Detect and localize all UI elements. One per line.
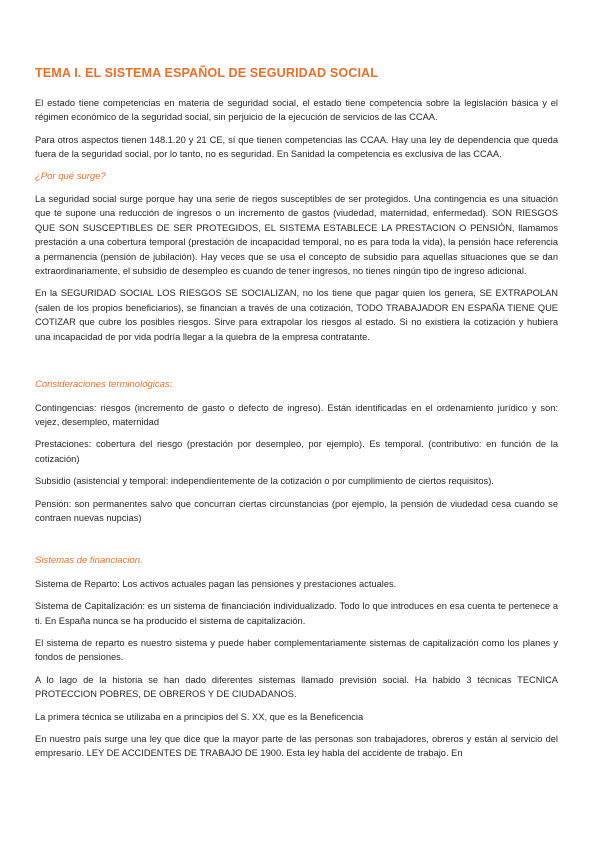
section3-paragraph-complementario: El sistema de reparto es nuestro sistema y puede haber complementariamente sistemas de capitalización como los planes y fondos de pensiones. <box>35 637 558 663</box>
section-heading-sistemas-financiacion: Sistemas de financiacion. <box>35 555 143 567</box>
intro-paragraph-1: El estado tiene competencias en materia de seguridad social, el estado tiene competencia sobre la legislación básica y el régimen económico de la seguridad social, sin perjuicio de la ejecución de servicios de las CCAA. <box>35 98 558 123</box>
section3-paragraph-beneficencia: La primera técnica se utilizaba en a principios del S. XX, que es la Beneficencia <box>35 711 364 722</box>
section3-paragraph-historia: A lo lago de la historia se han dado diferentes sistemas llamado previsión social. Ha habido 3 técnicas TECNICA PROTECCION POBRES, DE OBREROS Y DE CIUDADANOS. <box>35 674 558 700</box>
section2-paragraph-subsidio: Subsidio (asistencial y temporal: independientemente de la cotización o por cumplimiento de ciertos requisitos). <box>35 476 494 487</box>
spacer <box>35 533 558 554</box>
section2-paragraph-contingencias: Contingencias: riesgos (incremento de gasto o defecto de ingreso). Están identificadas en el ordenamiento jurídico y son: vejez, desempleo, maternidad <box>35 402 558 427</box>
section2-paragraph-prestaciones: Prestaciones: cobertura del riesgo (prestación por desempleo, por ejemplo). Es temporal. (contributivo: en función de la cotización) <box>35 439 558 464</box>
section1-paragraph-2: En la SEGURIDAD SOCIAL LOS RIESGOS SE SOCIALIZAN, no los tiene que pagar quien los genera, SE EXTRAPOLAN (salen de los propios beneficiarios), se financian a través de una cotización, TODO TRABAJADOR EN ESPAÑA TIENE QUE COTIZAR que cubre los posibles riesgos. Sirve para extrapolar los riesgos al estado. Si no existiera la cotización y hubiera una incapacidad de por vida podría llegar a la quiebra de la empresa contratante. <box>35 288 558 342</box>
section3-paragraph-reparto: Sistema de Reparto: Los activos actuales pagan las pensiones y prestaciones actuales. <box>35 578 397 589</box>
section1-paragraph-1: La seguridad social surge porque hay una serie de riegos susceptibles de ser protegidos. Una contingencia es una situación que te supone una reducción de ingresos o un incremento de gastos (viudedad, maternidad, enfermedad). SON RIESGOS QUE SON SUSCEPTIBLES DE SER PROTEGIDOS, EL SISTEMA ESTABLECE LA PRESTACION O PENSIÓN, llamamos prestación a una cobertura temporal (prestación de incapacidad temporal, no es para toda la vida), la pensión hace referencia a permanencia (pensión de jubilación). Hay veces que se usa el concepto de subsidio para aquellas situaciones que se dan extraordinariamente, el subsidio de desempleo es cuando de tener ingresos, no tienes ningún tipo de ingreso adicional. <box>35 194 558 277</box>
spacer <box>35 352 558 378</box>
intro-paragraph-2: Para otros aspectos tienen 148.1.20 y 21 CE, sí que tienen competencias las CCAA. Hay una ley de dependencia que queda fuera de la seguridad social, por lo tanto, no es seguridad. En Sanidad la competencia es exclusiva de las CCAA. <box>35 134 558 160</box>
section3-paragraph-ley-accidentes: En nuestro país surge una ley que dice que la mayor parte de las personas son trabajadores, obreros y están al servicio del empresario. LEY DE ACCIDENTES DE TRABAJO DE 1900. Esta ley habla del accidente de trabajo. En <box>35 734 558 759</box>
section2-paragraph-pension: Pensión: son permanentes salvo que concurran ciertas circunstancias (por ejemplo, la pensión de viudedad cesa cuando se contraen nuevas nupcias) <box>35 498 558 523</box>
section-heading-consideraciones: Consideraciones terminológicas: <box>35 379 173 391</box>
section-heading-por-que-surge: ¿Por qué surge? <box>35 170 106 182</box>
page-title: TEMA I. EL SISTEMA ESPAÑOL DE SEGURIDAD SOCIAL <box>35 66 379 80</box>
section3-paragraph-capitalizacion: Sistema de Capitalización: es un sistema de financiación individualizado. Todo lo que introduces en esa cuenta te pertenece a ti. En España nunca se ha producido el sistema de capitalización. <box>35 601 558 626</box>
